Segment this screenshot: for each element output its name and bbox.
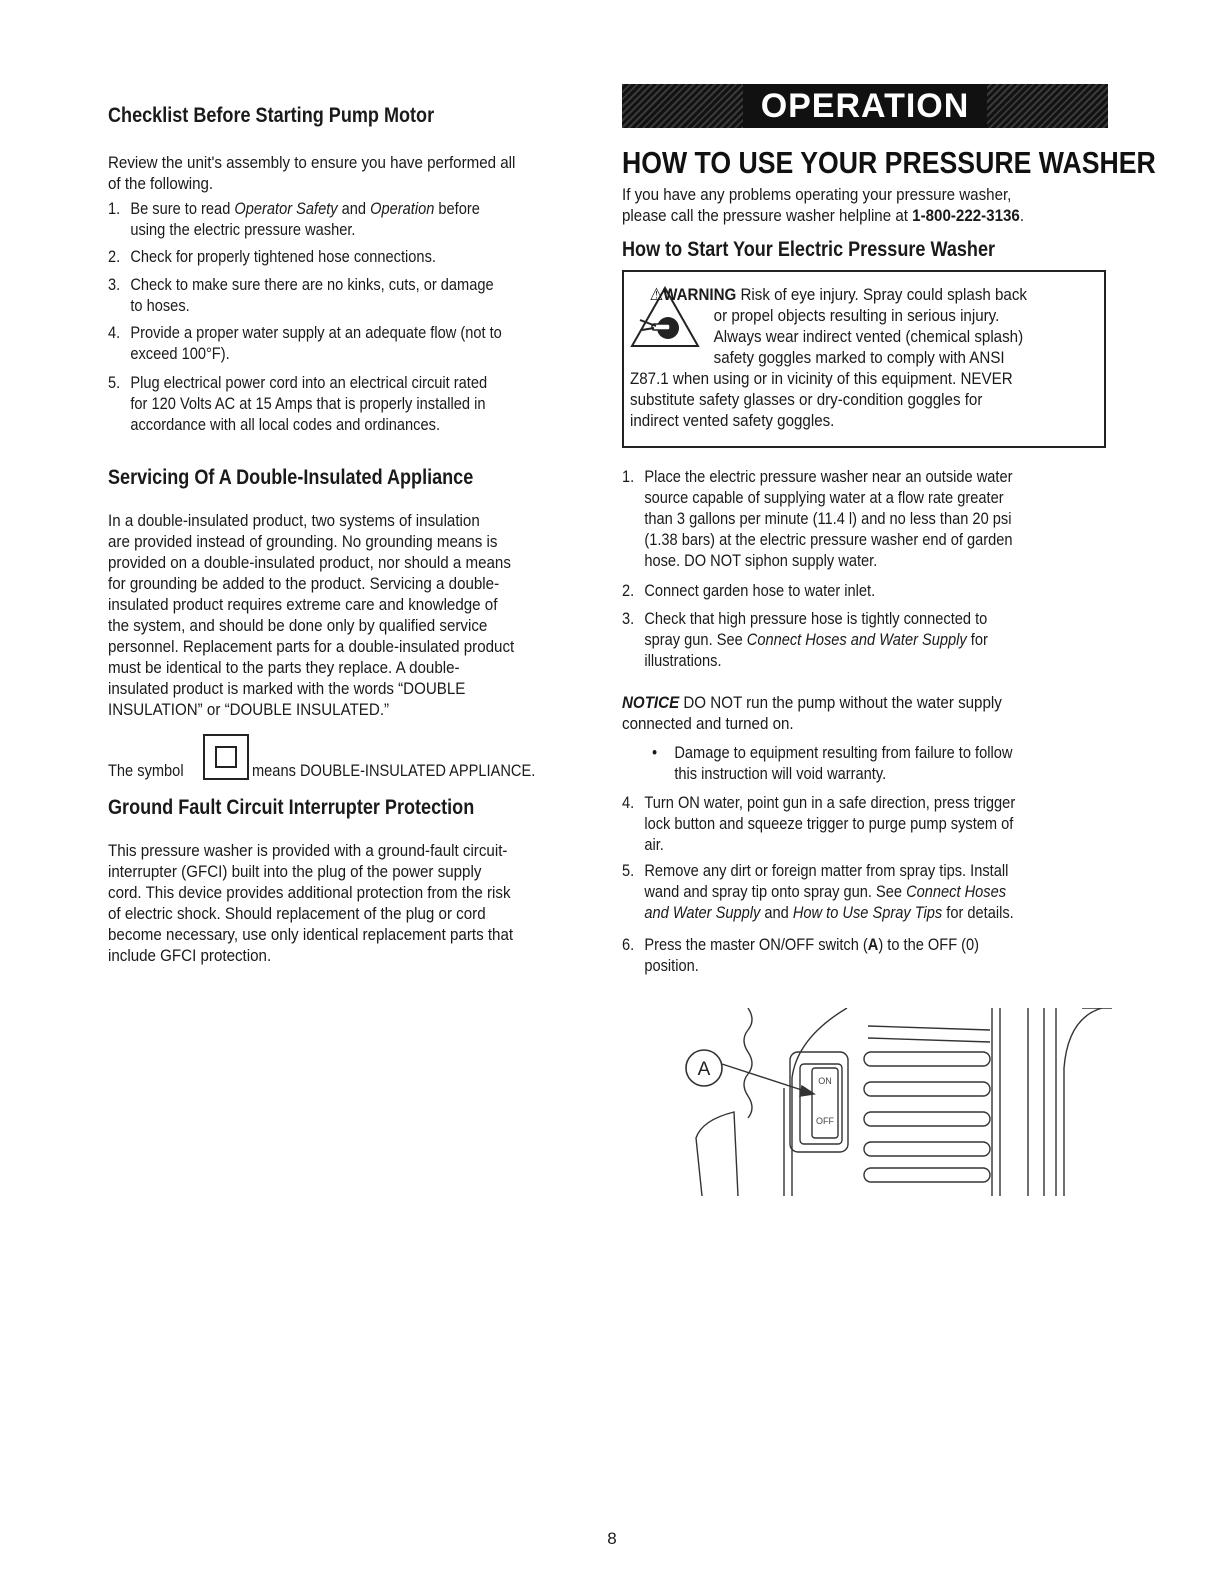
checklist-item-2: 2. Check for properly tightened hose connections. [108,247,436,266]
helpline-number: 1-800-222-3136 [912,206,1020,225]
checklist-item-4: 4. Provide a proper water supply at an adequate flow (not to exceed 100°F). [108,323,502,363]
warning-box [622,270,1106,448]
step-2: 2. Connect garden hose to water inlet. [622,581,876,600]
servicing-title: Servicing Of A Double-Insulated Appliance [108,466,474,489]
notice-label: NOTICE [622,693,680,712]
servicing-paragraph: In a double-insulated product, two systems of insulation are provided instead of grounding. No grounding means is provided on a double-insulated product, nor should a means for grounding be added to the product. Servicing a double- insulated product requires extreme care and knowledge of the system, and should be done only by qualified service personnel. Replacement parts for a double-insulated product must be identical to the parts they replace. A double- insulated product is marked with the words “DOUBLE INSULATION” or “DOUBLE INSULATED.” [108,511,515,719]
main-title: HOW TO USE YOUR PRESSURE WASHER [622,145,1156,180]
step-5: 5. Remove any dirt or foreign matter from spray tips. Install wand and spray tip onto spray gun. See Connect Hoses and Water Supply and How to Use Spray Tips for details. [622,861,1014,922]
switch-on-label: ON [818,1076,832,1086]
checklist-title: Checklist Before Starting Pump Motor [108,104,435,127]
checklist-item-5: 5. Plug electrical power cord into an electrical circuit rated for 120 Volts AC at 15 Amps that is properly installed in accordance with all local codes and ordinances. [108,373,488,434]
operation-banner-label: OPERATION [743,84,988,128]
step-4: 4. Turn ON water, point gun in a safe direction, press trigger lock button and squeeze trigger to purge pump system of air. [622,793,1016,854]
symbol-suffix: means DOUBLE-INSULATED APPLIANCE. [252,761,536,780]
double-insulated-symbol-icon [203,734,249,780]
step-6: 6. Press the master ON/OFF switch (A) to the OFF (0) position. [622,935,980,975]
start-title: How to Start Your Electric Pressure Washer [622,238,996,261]
checklist-item-1: 1. Be sure to read Operator Safety and Operation before using the electric pressure washer. [108,199,480,239]
switch-off-label: OFF [816,1116,834,1126]
symbol-prefix: The symbol [108,761,184,780]
warning-signal-word: WARNING [663,285,737,304]
checklist-item-3: 3. Check to make sure there are no kinks, cuts, or damage to hoses. [108,275,494,315]
step-1: 1. Place the electric pressure washer near an outside water source capable of supplying water at a flow rate greater than 3 gallons per minute (11.4 l) and no less than 20 psi (1.38 bars) at the electric pressure washer end of garden hose. DO NOT siphon supply water. [622,467,1013,570]
helpline-intro: If you have any problems operating your pressure washer, please call the pressure washer helpline at 1-800-222-3136. [622,185,1025,225]
page-number: 8 [607,1529,617,1548]
step-3: 3. Check that high pressure hose is tightly connected to spray gun. See Connect Hoses and Water Supply for illustrations. [622,609,988,670]
warning-text: ⚠WARNING Risk of eye injury. Spray could splash back or propel objects resulting in serious injury. Always wear indirect vented (chemical splash) safety goggles marked to comply with ANSI Z87.1 when using or in vicinity of this equipment. NEVER substitute safety glasses or dry-condition goggles for indirect vented safety goggles. [630,285,1027,430]
figure-callout-a: A [697,1059,711,1080]
notice-bullet: • Damage to equipment resulting from failure to follow this instruction will void warranty. [652,743,1013,783]
gfci-paragraph: This pressure washer is provided with a ground-fault circuit- interrupter (GFCI) built into the plug of the power supply cord. This device provides additional protection from the risk of electric shock. Should replacement of the plug or cord become necessary, use only identical replacement parts that include GFCI protection. [108,841,514,965]
operation-banner [622,84,1108,128]
notice: NOTICE DO NOT run the pump without the water supply connected and turned on. [622,693,1002,733]
gfci-title: Ground Fault Circuit Interrupter Protection [108,796,475,819]
on-off-switch-illustration [672,1008,1112,1196]
checklist-intro: Review the unit's assembly to ensure you have performed all of the following. [108,153,516,193]
